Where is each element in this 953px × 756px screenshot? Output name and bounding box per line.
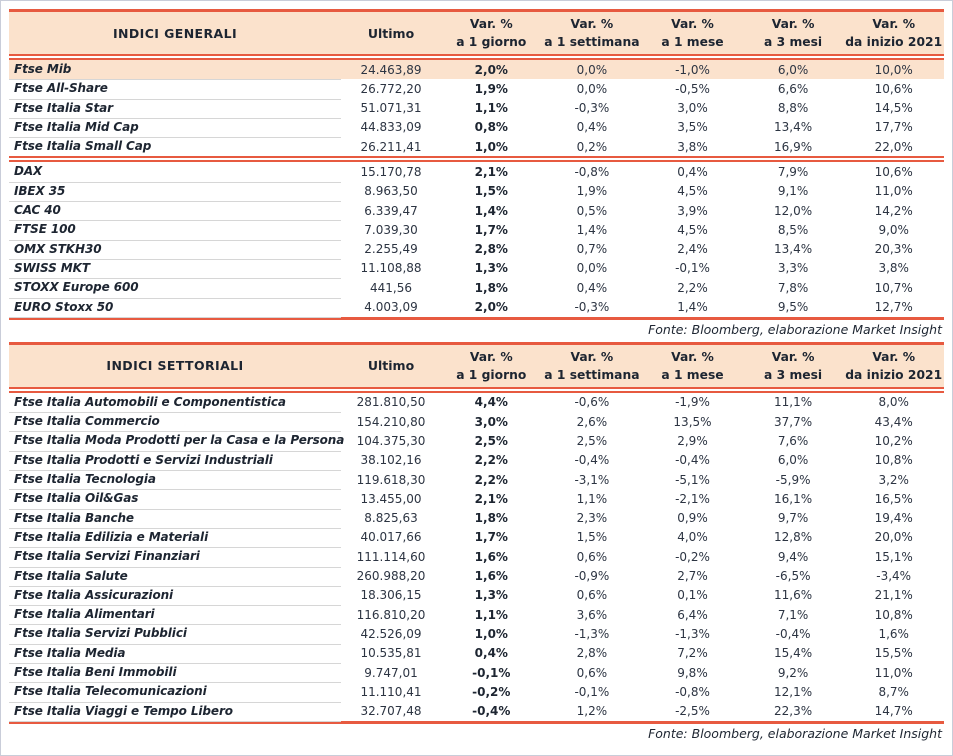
pct-change-cell: 9,2% bbox=[777, 665, 809, 680]
pct-change-cell: 0,0% bbox=[576, 62, 608, 77]
pct-change-cell: 15,1% bbox=[874, 549, 913, 564]
pct-change-cell: 9,7% bbox=[777, 511, 809, 526]
day-change-cell: 2,0% bbox=[474, 62, 508, 77]
indici-generali-table bbox=[9, 9, 944, 338]
index-name: Ftse Italia Servizi Finanziari bbox=[9, 547, 341, 567]
last-value-cell: 42.526,09 bbox=[360, 626, 422, 641]
var-period-label: a 1 mese bbox=[661, 367, 724, 382]
column-header-var bbox=[743, 12, 844, 54]
pct-change-cell: 0,6% bbox=[576, 549, 608, 564]
table-row bbox=[9, 412, 944, 431]
pct-change-cell: 7,9% bbox=[777, 164, 809, 179]
table-row bbox=[9, 451, 944, 470]
last-value-cell: 11.108,88 bbox=[360, 261, 422, 276]
pct-change-cell: 21,1% bbox=[874, 588, 913, 603]
pct-change-cell: 3,8% bbox=[878, 261, 909, 276]
pct-change-cell: -0,8% bbox=[675, 684, 710, 699]
column-header-ultimo: Ultimo bbox=[367, 358, 415, 374]
pct-change-cell: 9,5% bbox=[777, 300, 809, 315]
column-header-var bbox=[441, 345, 542, 387]
pct-change-cell: 9,1% bbox=[777, 184, 809, 199]
table-row bbox=[9, 663, 944, 682]
table-title: INDICI SETTORIALI bbox=[106, 358, 244, 374]
table-row bbox=[9, 567, 944, 586]
pct-change-cell: -0,9% bbox=[574, 569, 610, 584]
index-name: Ftse Italia Star bbox=[9, 99, 341, 119]
pct-change-cell: 6,6% bbox=[777, 81, 809, 96]
indici-settoriali-table bbox=[9, 342, 944, 742]
column-header-var bbox=[441, 12, 542, 54]
index-name: IBEX 35 bbox=[9, 182, 341, 202]
pct-change-cell: 8,0% bbox=[878, 395, 909, 410]
pct-change-cell: 0,4% bbox=[576, 120, 608, 135]
pct-change-cell: 0,4% bbox=[677, 164, 708, 179]
var-label: Var. % bbox=[469, 349, 513, 364]
last-value-cell: 13.455,00 bbox=[360, 491, 422, 506]
day-change-cell: 0,4% bbox=[474, 646, 508, 661]
index-name: Ftse Italia Viaggi e Tempo Libero bbox=[9, 702, 341, 722]
index-name: Ftse Italia Telecomunicazioni bbox=[9, 682, 341, 702]
pct-change-cell: -0,4% bbox=[574, 453, 610, 468]
pct-change-cell: -0,1% bbox=[675, 261, 710, 276]
pct-change-cell: 14,5% bbox=[874, 101, 913, 116]
last-value-cell: 15.170,78 bbox=[360, 164, 422, 179]
day-change-cell: -0,1% bbox=[472, 665, 511, 680]
index-name: Ftse Italia Alimentari bbox=[9, 605, 341, 625]
pct-change-cell: -0,4% bbox=[775, 626, 811, 641]
last-value-cell: 441,56 bbox=[370, 280, 412, 295]
pct-change-cell: -2,5% bbox=[675, 704, 710, 719]
table-row bbox=[9, 79, 944, 98]
pct-change-cell: 3,6% bbox=[576, 607, 608, 622]
pct-change-cell: 0,0% bbox=[576, 81, 608, 96]
index-name: Ftse Italia Oil&Gas bbox=[9, 489, 341, 509]
var-period-label: a 1 settimana bbox=[544, 35, 640, 49]
pct-change-cell: 8,8% bbox=[777, 101, 809, 116]
column-header-var bbox=[843, 12, 944, 54]
day-change-cell: 1,1% bbox=[474, 101, 508, 116]
table-row bbox=[9, 201, 944, 220]
pct-change-cell: 22,3% bbox=[774, 704, 813, 719]
index-name: OMX STKH30 bbox=[9, 240, 341, 260]
day-change-cell: 1,4% bbox=[474, 203, 508, 218]
table-header-row bbox=[9, 345, 944, 387]
column-header-var bbox=[542, 12, 643, 54]
pct-change-cell: 4,5% bbox=[677, 222, 708, 237]
pct-change-cell: 3,9% bbox=[677, 203, 708, 218]
pct-change-cell: -0,5% bbox=[675, 81, 710, 96]
pct-change-cell: 2,5% bbox=[576, 433, 608, 448]
source-note: Fonte: Bloomberg, elaborazione Market Insight bbox=[648, 321, 942, 337]
day-change-cell: 1,7% bbox=[474, 222, 508, 237]
index-name: Ftse Italia Salute bbox=[9, 567, 341, 587]
day-change-cell: 2,1% bbox=[474, 491, 508, 506]
pct-change-cell: 6,0% bbox=[777, 453, 809, 468]
last-value-cell: 2.255,49 bbox=[364, 242, 418, 257]
pct-change-cell: -1,0% bbox=[675, 62, 710, 77]
pct-change-cell: 2,3% bbox=[576, 511, 608, 526]
pct-change-cell: 6,4% bbox=[677, 607, 708, 622]
last-value-cell: 119.618,30 bbox=[356, 472, 426, 487]
pct-change-cell: 0,6% bbox=[576, 588, 608, 603]
pct-change-cell: 4,0% bbox=[677, 530, 708, 545]
last-value-cell: 40.017,66 bbox=[360, 530, 422, 545]
pct-change-cell: 11,0% bbox=[874, 665, 913, 680]
pct-change-cell: 3,8% bbox=[677, 139, 708, 154]
day-change-cell: 1,5% bbox=[474, 184, 508, 199]
var-label: Var. % bbox=[872, 349, 916, 364]
pct-change-cell: -0,3% bbox=[574, 300, 610, 315]
index-name: Ftse Italia Mid Cap bbox=[9, 118, 341, 138]
pct-change-cell: 12,1% bbox=[774, 684, 813, 699]
day-change-cell: 1,6% bbox=[474, 549, 508, 564]
index-name: Ftse Italia Tecnologia bbox=[9, 470, 341, 490]
pct-change-cell: 7,6% bbox=[777, 433, 809, 448]
last-value-cell: 26.772,20 bbox=[360, 81, 422, 96]
var-label: Var. % bbox=[570, 349, 614, 364]
pct-change-cell: 16,9% bbox=[774, 139, 813, 154]
pct-change-cell: 10,8% bbox=[874, 453, 913, 468]
pct-change-cell: 9,4% bbox=[777, 549, 809, 564]
table-row bbox=[9, 298, 944, 317]
pct-change-cell: 3,0% bbox=[677, 101, 708, 116]
day-change-cell: 4,4% bbox=[474, 395, 508, 410]
pct-change-cell: 17,7% bbox=[874, 120, 913, 135]
column-header-var bbox=[642, 12, 743, 54]
day-change-cell: 1,8% bbox=[474, 511, 508, 526]
var-period-label: a 1 mese bbox=[661, 35, 724, 49]
pct-change-cell: 10,6% bbox=[874, 164, 913, 179]
pct-change-cell: 11,0% bbox=[874, 184, 913, 199]
day-change-cell: 0,8% bbox=[474, 120, 508, 135]
day-change-cell: 3,0% bbox=[474, 414, 508, 429]
pct-change-cell: 10,0% bbox=[874, 62, 913, 77]
column-header-var bbox=[843, 345, 944, 387]
pct-change-cell: 19,4% bbox=[874, 511, 913, 526]
pct-change-cell: 3,2% bbox=[878, 472, 909, 487]
pct-change-cell: 7,2% bbox=[677, 646, 708, 661]
pct-change-cell: -0,6% bbox=[574, 395, 610, 410]
index-name: FTSE 100 bbox=[9, 220, 341, 240]
index-name: Ftse Italia Moda Prodotti per la Casa e la Persona bbox=[9, 431, 341, 451]
last-value-cell: 4.003,09 bbox=[364, 300, 418, 315]
last-value-cell: 11.110,41 bbox=[360, 684, 422, 699]
pct-change-cell: 3,5% bbox=[677, 120, 708, 135]
pct-change-cell: 11,6% bbox=[774, 588, 813, 603]
pct-change-cell: 0,6% bbox=[576, 665, 608, 680]
day-change-cell: 2,8% bbox=[474, 242, 508, 257]
table-row bbox=[9, 99, 944, 118]
day-change-cell: 1,6% bbox=[474, 569, 508, 584]
table-row bbox=[9, 682, 944, 701]
pct-change-cell: 3,3% bbox=[777, 261, 809, 276]
table-row bbox=[9, 259, 944, 278]
day-change-cell: 1,3% bbox=[474, 261, 508, 276]
pct-change-cell: 13,4% bbox=[774, 242, 813, 257]
pct-change-cell: 11,1% bbox=[774, 395, 813, 410]
pct-change-cell: 4,5% bbox=[677, 184, 708, 199]
table-row bbox=[9, 431, 944, 450]
table-row bbox=[9, 509, 944, 528]
column-header-ultimo: Ultimo bbox=[367, 25, 415, 41]
pct-change-cell: 43,4% bbox=[874, 414, 913, 429]
pct-change-cell: 2,9% bbox=[677, 433, 708, 448]
day-change-cell: 2,2% bbox=[474, 453, 508, 468]
table-row bbox=[9, 393, 944, 412]
last-value-cell: 8.963,50 bbox=[364, 184, 418, 199]
pct-change-cell: -0,3% bbox=[574, 101, 610, 116]
table-header-row bbox=[9, 12, 944, 54]
pct-change-cell: 20,0% bbox=[874, 530, 913, 545]
pct-change-cell: 37,7% bbox=[774, 414, 813, 429]
var-label: Var. % bbox=[872, 17, 916, 31]
pct-change-cell: 1,1% bbox=[576, 491, 608, 506]
table-row bbox=[9, 137, 944, 156]
pct-change-cell: -5,9% bbox=[775, 472, 811, 487]
pct-change-cell: 16,1% bbox=[774, 491, 813, 506]
pct-change-cell: -0,2% bbox=[675, 549, 710, 564]
last-value-cell: 104.375,30 bbox=[356, 433, 426, 448]
index-name: Ftse Italia Banche bbox=[9, 509, 341, 529]
index-name: DAX bbox=[9, 162, 341, 182]
day-change-cell: 2,1% bbox=[474, 164, 508, 179]
pct-change-cell: 1,2% bbox=[576, 704, 608, 719]
table-row bbox=[9, 162, 944, 181]
pct-change-cell: 2,7% bbox=[677, 569, 708, 584]
pct-change-cell: 15,4% bbox=[774, 646, 813, 661]
last-value-cell: 32.707,48 bbox=[360, 704, 422, 719]
var-period-label: a 3 mesi bbox=[764, 35, 823, 49]
pct-change-cell: 1,4% bbox=[576, 222, 608, 237]
index-name: STOXX Europe 600 bbox=[9, 278, 341, 298]
last-value-cell: 260.988,20 bbox=[356, 569, 426, 584]
last-value-cell: 281.810,50 bbox=[356, 395, 426, 410]
last-value-cell: 8.825,63 bbox=[364, 511, 418, 526]
pct-change-cell: 20,3% bbox=[874, 242, 913, 257]
index-name: CAC 40 bbox=[9, 201, 341, 221]
index-name: Ftse Italia Assicurazioni bbox=[9, 586, 341, 606]
index-name: Ftse Italia Automobili e Componentistica bbox=[9, 393, 341, 413]
pct-change-cell: -2,1% bbox=[675, 491, 710, 506]
table-row bbox=[9, 60, 944, 79]
index-name: Ftse Italia Beni Immobili bbox=[9, 663, 341, 683]
table-title: INDICI GENERALI bbox=[112, 25, 238, 41]
pct-change-cell: 0,7% bbox=[576, 242, 608, 257]
table-row bbox=[9, 182, 944, 201]
table-row bbox=[9, 702, 944, 721]
pct-change-cell: 12,8% bbox=[774, 530, 813, 545]
last-value-cell: 154.210,80 bbox=[356, 414, 426, 429]
index-name: Ftse Italia Edilizia e Materiali bbox=[9, 528, 341, 548]
pct-change-cell: 1,5% bbox=[576, 530, 608, 545]
index-name: EURO Stoxx 50 bbox=[9, 298, 341, 318]
table-row bbox=[9, 489, 944, 508]
column-header-var bbox=[642, 345, 743, 387]
var-period-label: a 1 settimana bbox=[544, 367, 640, 382]
pct-change-cell: -0,4% bbox=[675, 453, 710, 468]
var-label: Var. % bbox=[771, 349, 815, 364]
last-value-cell: 18.306,15 bbox=[360, 588, 422, 603]
column-header-var bbox=[542, 345, 643, 387]
pct-change-cell: 9,0% bbox=[878, 222, 909, 237]
last-value-cell: 44.833,09 bbox=[360, 120, 422, 135]
pct-change-cell: 7,8% bbox=[777, 280, 809, 295]
table-row bbox=[9, 118, 944, 137]
pct-change-cell: 0,5% bbox=[576, 203, 608, 218]
table-row bbox=[9, 586, 944, 605]
day-change-cell: 2,5% bbox=[474, 433, 508, 448]
day-change-cell: -0,4% bbox=[472, 704, 511, 719]
pct-change-cell: -3,1% bbox=[574, 472, 610, 487]
pct-change-cell: -1,9% bbox=[675, 395, 710, 410]
source-note: Fonte: Bloomberg, elaborazione Market Insight bbox=[648, 725, 942, 741]
pct-change-cell: 12,7% bbox=[874, 300, 913, 315]
var-period-label: a 1 giorno bbox=[456, 367, 527, 382]
pct-change-cell: 1,6% bbox=[878, 626, 909, 641]
pct-change-cell: 8,5% bbox=[777, 222, 809, 237]
pct-change-cell: -0,8% bbox=[574, 164, 610, 179]
var-label: Var. % bbox=[771, 17, 815, 31]
pct-change-cell: 14,2% bbox=[874, 203, 913, 218]
pct-change-cell: 2,6% bbox=[576, 414, 608, 429]
index-name: Ftse Italia Small Cap bbox=[14, 139, 152, 154]
pct-change-cell: 1,9% bbox=[576, 184, 608, 199]
pct-change-cell: 13,5% bbox=[673, 414, 712, 429]
pct-change-cell: -1,3% bbox=[574, 626, 610, 641]
pct-change-cell: 10,8% bbox=[874, 607, 913, 622]
table-row bbox=[9, 470, 944, 489]
last-value-cell: 6.339,47 bbox=[364, 203, 418, 218]
table-row bbox=[9, 220, 944, 239]
last-value-cell: 24.463,89 bbox=[360, 62, 422, 77]
pct-change-cell: -3,4% bbox=[876, 569, 912, 584]
var-period-label: a 3 mesi bbox=[764, 367, 823, 382]
pct-change-cell: 2,4% bbox=[677, 242, 708, 257]
table-row bbox=[9, 605, 944, 624]
last-value-cell: 111.114,60 bbox=[356, 549, 426, 564]
pct-change-cell: 10,7% bbox=[874, 280, 913, 295]
var-label: Var. % bbox=[570, 17, 614, 31]
pct-change-cell: 0,2% bbox=[576, 139, 608, 154]
day-change-cell: 1,1% bbox=[474, 607, 508, 622]
table-row bbox=[9, 644, 944, 663]
pct-change-cell: 7,1% bbox=[777, 607, 809, 622]
table-row bbox=[9, 624, 944, 643]
pct-change-cell: 2,8% bbox=[576, 646, 608, 661]
day-change-cell: 2,0% bbox=[474, 300, 508, 315]
var-period-label: da inizio 2021 bbox=[845, 367, 943, 382]
index-name: Ftse Italia Media bbox=[9, 644, 341, 664]
day-change-cell: 2,2% bbox=[474, 472, 508, 487]
pct-change-cell: 0,9% bbox=[677, 511, 708, 526]
day-change-cell: 1,3% bbox=[474, 588, 508, 603]
pct-change-cell: 16,5% bbox=[874, 491, 913, 506]
pct-change-cell: -0,1% bbox=[574, 684, 610, 699]
table-row bbox=[9, 528, 944, 547]
pct-change-cell: 6,0% bbox=[777, 62, 809, 77]
pct-change-cell: -6,5% bbox=[775, 569, 811, 584]
last-value-cell: 10.535,81 bbox=[360, 646, 422, 661]
pct-change-cell: 0,0% bbox=[576, 261, 608, 276]
last-value-cell: 116.810,20 bbox=[356, 607, 426, 622]
pct-change-cell: 12,0% bbox=[774, 203, 813, 218]
pct-change-cell: 15,5% bbox=[874, 646, 913, 661]
pct-change-cell: 10,6% bbox=[874, 81, 913, 96]
day-change-cell: 1,0% bbox=[474, 139, 508, 154]
var-label: Var. % bbox=[469, 17, 513, 31]
last-value-cell: 9.747,01 bbox=[364, 665, 418, 680]
pct-change-cell: 14,7% bbox=[874, 704, 913, 719]
pct-change-cell: -1,3% bbox=[675, 626, 710, 641]
index-name: Ftse All-Share bbox=[9, 79, 341, 99]
index-name: Ftse Italia Prodotti e Servizi Industriali bbox=[9, 451, 341, 471]
table-row bbox=[9, 547, 944, 566]
column-header-var bbox=[743, 345, 844, 387]
day-change-cell: 1,8% bbox=[474, 280, 508, 295]
pct-change-cell: 2,2% bbox=[677, 280, 708, 295]
last-value-cell: 38.102,16 bbox=[360, 453, 422, 468]
day-change-cell: 1,7% bbox=[474, 530, 508, 545]
pct-change-cell: 0,4% bbox=[576, 280, 608, 295]
pct-change-cell: 9,8% bbox=[677, 665, 708, 680]
index-name: Ftse Italia Commercio bbox=[9, 412, 341, 432]
pct-change-cell: 0,1% bbox=[677, 588, 708, 603]
day-change-cell: 1,0% bbox=[474, 626, 508, 641]
var-period-label: a 1 giorno bbox=[456, 35, 527, 49]
table-row bbox=[9, 240, 944, 259]
last-value-cell: 26.211,41 bbox=[360, 139, 422, 154]
pct-change-cell: -5,1% bbox=[675, 472, 710, 487]
last-value-cell: 7.039,30 bbox=[364, 222, 418, 237]
pct-change-cell: 1,4% bbox=[677, 300, 708, 315]
var-label: Var. % bbox=[671, 349, 714, 364]
day-change-cell: -0,2% bbox=[472, 684, 511, 699]
index-name: Ftse Italia Servizi Pubblici bbox=[9, 624, 341, 644]
var-period-label: da inizio 2021 bbox=[845, 35, 943, 49]
pct-change-cell: 13,4% bbox=[774, 120, 813, 135]
day-change-cell: 1,9% bbox=[474, 81, 508, 96]
index-name: Ftse Mib bbox=[9, 60, 341, 80]
pct-change-cell: 10,2% bbox=[874, 433, 913, 448]
var-label: Var. % bbox=[671, 17, 714, 31]
pct-change-cell: 22,0% bbox=[874, 139, 913, 154]
index-name: SWISS MKT bbox=[9, 259, 341, 279]
last-value-cell: 51.071,31 bbox=[360, 101, 422, 116]
table-row bbox=[9, 278, 944, 297]
pct-change-cell: 8,7% bbox=[878, 684, 909, 699]
